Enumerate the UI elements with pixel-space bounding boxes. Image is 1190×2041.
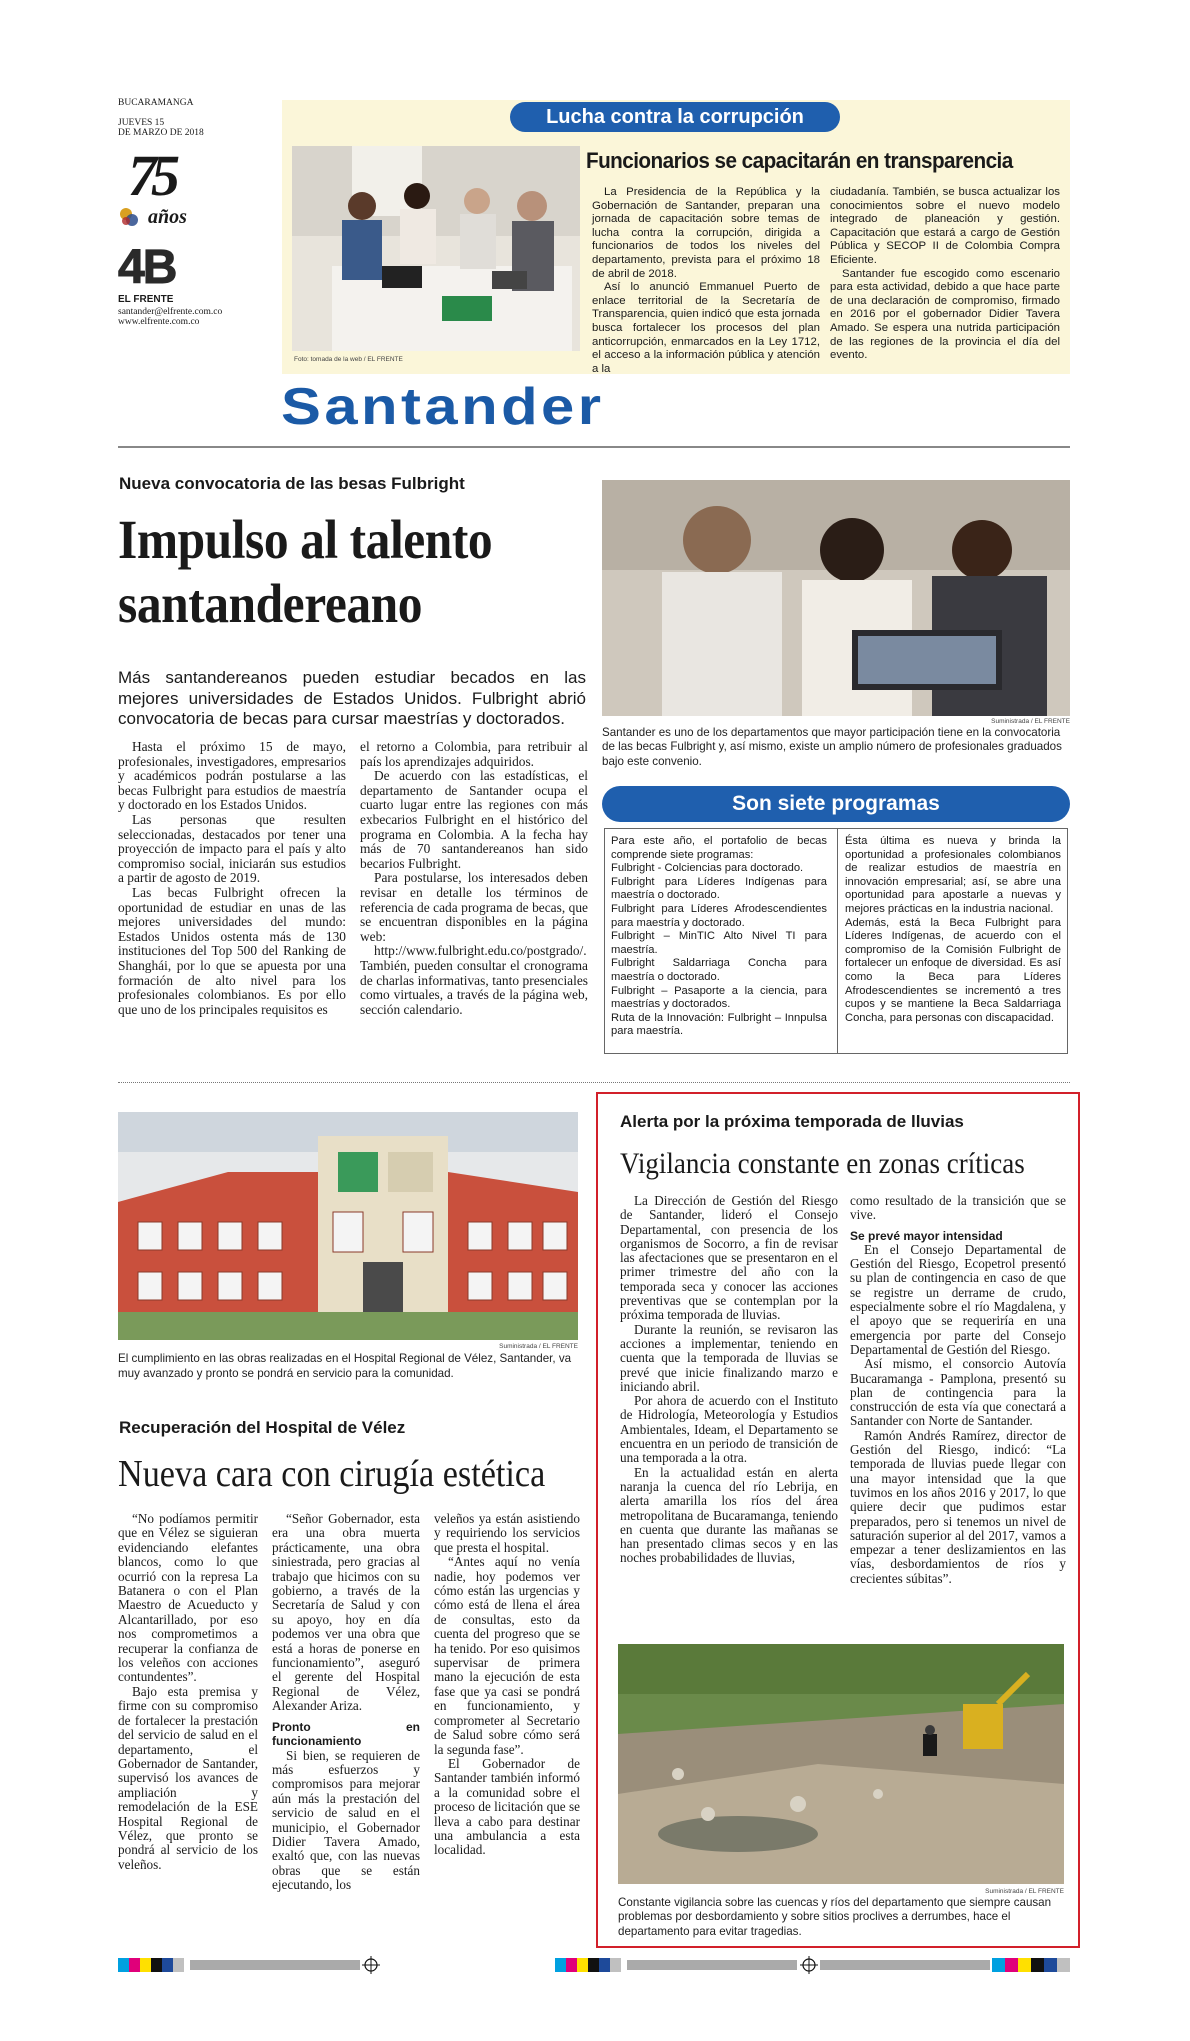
rain-col1-p1: La Dirección de Gestión del Riesgo de Santander, lideró el Consejo Departamental, con presencia de los organismos de Socorro, a fin de revisar las afectaciones que se presentaron en el primer trimestre del año con la temporada seca y conocer las acciones preventivas que se contemplan por la próxima temporada de lluvias. <box>620 1193 838 1323</box>
gray-bar-mid <box>627 1960 797 1970</box>
fulbright-photo <box>602 480 1070 716</box>
hospital-col-1 <box>118 1512 258 1872</box>
web-link[interactable]: www.elfrente.com.co <box>118 317 200 327</box>
register-mark-right-icon <box>800 1956 818 1974</box>
mid-page-rule <box>118 1082 1070 1083</box>
anniversary-word: años <box>148 206 187 228</box>
programs-col2-p2: Además, está la Beca Fulbright para Líderes Indígenas, de acuerdo con el compromiso de la Comisión Fulbright de fortalecer un enfoque de diversidad. Es así como la Beca para Líderes Afrodescendientes se incrementó a tres cupos y se mantiene la Beca Saldarriaga Concha, para personas con discapacidad. <box>845 916 1061 1024</box>
email-link[interactable]: santander@elfrente.com.co <box>118 307 223 317</box>
programs-item-6: Fulbright – Pasaporte a la ciencia, para maestrías y doctorados. <box>611 984 827 1011</box>
rain-col2-p3: Así mismo, el consorcio Autovía Bucaramanga - Pamplona, presentó su plan de contingencia para la construcción de esta vía que conectará a Santander con Norte de Santander. <box>850 1356 1066 1429</box>
rain-col1-p3: Por ahora de acuerdo con el Instituto de Hidrología, Meteorología y Estudios Ambientales, Ideam, el Departamento se encuentra en un periodo de transición de una temporada a la otra. <box>620 1393 838 1466</box>
programs-item-7: Ruta de la Innovación: Fulbright – Innpulsa para maestría. <box>611 1011 827 1038</box>
section-rule <box>118 446 1070 448</box>
corruption-col2-p1: ciudadanía. También, se busca actualizar los conocimientos sobre el nuevo modelo integrado de planeación y gestión. Capacitación que estará a cargo de Gestión Pública y SECOP II de Colombia Compra Eficiente. <box>830 186 1060 266</box>
rain-kicker: Alerta por la próxima temporada de lluvias <box>620 1112 964 1131</box>
programs-item-3: Fulbright para Líderes Afrodescendientes para maestría y doctorado. <box>611 902 827 929</box>
programs-banner: Son siete programas <box>602 786 1070 822</box>
gray-bar-right <box>820 1960 990 1970</box>
rain-col1-p2: Durante la reunión, se revisaron las acciones a implementar, teniendo en cuenta que la temporada de lluvias se prevé que inicie finalizando marzo e iniciando abril. <box>620 1321 838 1394</box>
hospital-caption: El cumplimiento en las obras realizadas en el Hospital Regional de Vélez, Santander, va muy avanzado y pronto se pondrá en servicio para la comunidad. <box>118 1352 572 1380</box>
fulbright-col2-p2: De acuerdo con las estadísticas, el departamento de Santander ocupa el cuarto lugar entre las regiones con más exbecarios Fulbright en el histórico del programa en Colombia. A la fecha hay más de 70 santandereanos han sido becarios Fulbright. <box>360 768 588 871</box>
color-bar-mid <box>555 1958 627 1972</box>
corruption-col1-p2: Así lo anunció Emmanuel Puerto de enlace territorial de la Secretaría de Transparencia, quien indicó que esta jornada busca fortalecer los procesos del plan anticorrupción, enmarcados en la Ley 1712, el acceso a la información pública y atención a la <box>592 281 820 375</box>
page-number: 4B <box>118 241 176 294</box>
corruption-banner: Lucha contra la corrupción <box>510 102 840 132</box>
fulbright-col1-p3: Las becas Fulbright ofrecen la oportunidad de estudiar en unas de las mejores universidades del mundo: Estados Unidos ostenta más de 130 instituciones del Top 500 del Ranking de Shanghái, por lo que se apuesta por una formación de alto nivel para los profesionales colombianos. Es por ello que uno de los principales requisitos es <box>118 884 346 1017</box>
hospital-col1-p2: Bajo esta premisa y firme con su compromiso de fortalecer la prestación del servicio de salud en el departamento, el Gobernador de Santander, supervisó los avances de ampliación y remodelación de la ESE Hospital Regional de Vélez, que pronto se pondrá al servicio de los veleños. <box>118 1683 258 1872</box>
fulbright-col-2 <box>360 740 588 1017</box>
corruption-col2-p2: Santander fue escogido como escenario para esta actividad, debido a que hace parte de una declaración de compromiso, firmado en 2016 por el gobernador Didier Tavera Amado. Se espera una nutrida participación de las regiones de la provincia el día del evento. <box>830 267 1060 362</box>
rain-col-1 <box>620 1194 838 1566</box>
hospital-col3-p3: El Gobernador de Santander también informó a la comunidad sobre el proceso de licitación que se lleva a cabo para destinar una ambulancia a esta localidad. <box>434 1755 580 1858</box>
programs-item-5: Fulbright Saldarriaga Concha para maestría o doctorado. <box>611 957 827 983</box>
programs-col2-p1: Ésta última es nueva y brinda la oportunidad a profesionales colombianos de realizar estudios de maestría en innovación empresarial; así, se abre una oportunidad para apostarle a nuevas y mejores prácticas en la industria nacional. <box>845 835 1061 915</box>
paper-name: EL FRENTE <box>118 294 174 305</box>
hospital-col-3 <box>434 1512 580 1858</box>
hospital-headline: Nueva cara con cirugía estética <box>118 1453 546 1495</box>
fulbright-col1-p2: Las personas que resulten seleccionadas, destacados por tener una proyección de impacto para el país y alto compromiso social, iniciarán sus estudios a partir de agosto de 2019. <box>118 811 346 886</box>
city-label: BUCARAMANGA <box>118 98 194 108</box>
rain-subhead: Se prevé mayor intensidad <box>850 1228 1003 1243</box>
hospital-col3-p2: “Antes aquí no venía nadie, hoy podemos ver cómo están las urgencias y cómo está de llena el área de consultas, esto da cuenta del progreso que se ha tenido. Por eso quisimos supervisar de primera mano la ejecución de esta fase que ya casi se pondrá en funcionamiento, y comprometer al Secretario de Salud sobre cómo será la segunda fase”. <box>434 1554 580 1757</box>
section-title: Santander <box>281 378 605 436</box>
rain-col-2 <box>850 1194 1066 1586</box>
corruption-photo-credit: Foto: tomada de la web / EL FRENTE <box>294 356 403 363</box>
anniversary-number: 75 <box>128 143 174 208</box>
hospital-col2-p1: “Señor Gobernador, esta era una obra muerta prácticamente, una obra siniestrada, pero gracias al trabajo que hicimos con su gobierno, a través de la Secretaría de Salud y con su apoyo, hoy en día podemos ver una obra que está a horas de ponerse en funcionamiento”, aseguró el gerente del Hospital Regional de Vélez, Alexander Ariza. <box>272 1511 420 1714</box>
hospital-col3-p1: veleños ya están asistiendo y requiriendo los servicios que presta el hospital. <box>434 1511 580 1555</box>
rain-article-box <box>596 1092 1080 1948</box>
programs-item-4: Fulbright – MinTIC Alto Nivel TI para maestría. <box>611 930 827 956</box>
rain-col2-p2: En el Consejo Departamental de Gestión del Riesgo, Ecopetrol presentó su plan de contingencia en caso de que se registre un derrame de crudo, especialmente sobre el río Magdalena, y el apoyo que se requeriría en una emergencia por parte del Consejo Departamental de Gestión del Riesgo. <box>850 1241 1066 1357</box>
anniversary-logo <box>118 143 278 232</box>
fulbright-photo-credit: Suministrada / EL FRENTE <box>991 718 1070 725</box>
rain-photo <box>618 1644 1064 1884</box>
hospital-photo <box>118 1112 578 1340</box>
fulbright-col-1 <box>118 740 346 1017</box>
rain-col1-p4: En la actualidad están en alerta naranja la cuenca del río Lebrija, en alerta amarilla los ríos del área metropolitana de Bucaramanga, teniendo en cuenta que durante las mañanas se han presentado climas secos y en las noches probabilidades de lluvias, <box>620 1464 838 1566</box>
gray-bar-left <box>190 1960 360 1970</box>
fulbright-lead: Más santandereanos pueden estudiar becados en las mejores universidades de Estados Unidos. Fulbright abrió convocatoria de becas para cursar maestrías y doctorados. <box>118 668 586 728</box>
corruption-col-1 <box>592 186 820 376</box>
programs-col-1 <box>611 835 827 1039</box>
programs-item-2: Fulbright para Líderes Indígenas para maestría o doctorado. <box>611 875 827 902</box>
programs-box <box>604 828 1068 1054</box>
rain-col2-p1: como resultado de la transición que se vive. <box>850 1193 1066 1223</box>
fulbright-col1-p1: Hasta el próximo 15 de mayo, profesionales, investigadores, empresarios y académicos podrán postularse a las becas Fulbright para estudios de maestría y doctorado en los Estados Unidos. <box>118 739 346 813</box>
fulbright-kicker: Nueva convocatoria de las besas Fulbright <box>119 474 465 493</box>
corruption-photo <box>292 146 580 351</box>
programs-divider <box>837 829 838 1053</box>
date-line-1: JUEVES 15 <box>118 118 165 128</box>
corruption-box <box>282 100 1070 374</box>
programs-col-2 <box>845 835 1061 1025</box>
hospital-col2-p2: Si bien, se requieren de más esfuerzos y compromisos para mejorar aún más la prestación del servicio de salud en el municipio, el Gobernador Didier Tavera Amado, exaltó que, con las nuevas obras que se están ejecutando, los <box>272 1747 420 1893</box>
rain-headline: Vigilancia constante en zonas críticas <box>620 1147 1025 1180</box>
corruption-title: Funcionarios se capacitarán en transparencia <box>586 148 1013 173</box>
hospital-col-2 <box>272 1512 420 1893</box>
fulbright-col2-p1: el retorno a Colombia, para retribuir al país los aprendizajes adquiridos. <box>360 739 588 769</box>
color-bar-right <box>992 1958 1070 1972</box>
corruption-col1-p1: La Presidencia de la República y la Gobernación de Santander, preparan una jornada de capacitación sobre temas de lucha contra la corrupción, dirigida a funcionarios de todos los niveles del departamento, prevista para el próximo 18 de abril de 2018. <box>592 186 820 280</box>
date-line-2: DE MARZO DE 2018 <box>118 128 204 138</box>
rain-col2-p4: Ramón Andrés Ramírez, director de Gestión del Riesgo, indicó: “La temporada de lluvias puede llegar con una mayor intensidad que la que tuvimos en los años 2016 y 2017, lo que quiere decir que pudimos estar preparados, pero si tenemos un nivel de saturación superior al del 2017, vamos a empezar a tener deslizamientos en las vías, desbordamientos de ríos y crecientes súbitas”. <box>850 1427 1066 1586</box>
masthead <box>118 98 278 378</box>
rain-photo-credit: Suministrada / EL FRENTE <box>985 1888 1064 1895</box>
hospital-photo-credit: Suministrada / EL FRENTE <box>499 1343 578 1350</box>
hospital-subhead: Pronto en funcionamiento <box>272 1719 420 1749</box>
fulbright-col2-p4[interactable]: http://www.fulbright.edu.co/postgrado/. También, pueden consultar el cronograma de charlas informativas, tanto presenciales como virtuales, a través de la página web, sección calendario. <box>360 943 588 1017</box>
fulbright-headline: Impulso al talento santandereano <box>118 509 493 634</box>
corruption-col-2 <box>830 186 1060 363</box>
programs-item-0: Para este año, el portafolio de becas comprende siete programas: <box>611 835 827 861</box>
register-mark-left-icon <box>362 1956 380 1974</box>
hospital-kicker: Recuperación del Hospital de Vélez <box>119 1418 406 1437</box>
color-bar-left <box>118 1958 190 1972</box>
hospital-col1-p1: “No podíamos permitir que en Vélez se siguieran evidenciando elefantes blancos, como lo que ocurrió con la represa La Batanera o con el Plan Maestro de Acueducto y Alcantarillado, por eso nos comprometimos a recuperar la confianza de los veleños con acciones contundentes”. <box>118 1511 258 1685</box>
anniversary-circles-icon <box>118 206 140 228</box>
fulbright-col2-p3: Para postularse, los interesados deben revisar en detalle los términos de referencia de cada programa de becas, que se encuentran disponibles en la página web: <box>360 870 588 944</box>
programs-item-1: Fulbright - Colciencias para doctorado. <box>611 862 804 875</box>
fulbright-caption: Santander es uno de los departamentos que mayor participación tiene en la convocatoria de las becas Fulbright y, así mismo, existe un amplio número de profesionales graduados bajo este convenio. <box>602 726 1062 768</box>
rain-caption: Constante vigilancia sobre las cuencas y ríos del departamento que siempre causan problemas por desbordamiento y sobre sitios proclives a derrumbes, hace el departamento para evitar tragedias. <box>618 1896 1052 1938</box>
